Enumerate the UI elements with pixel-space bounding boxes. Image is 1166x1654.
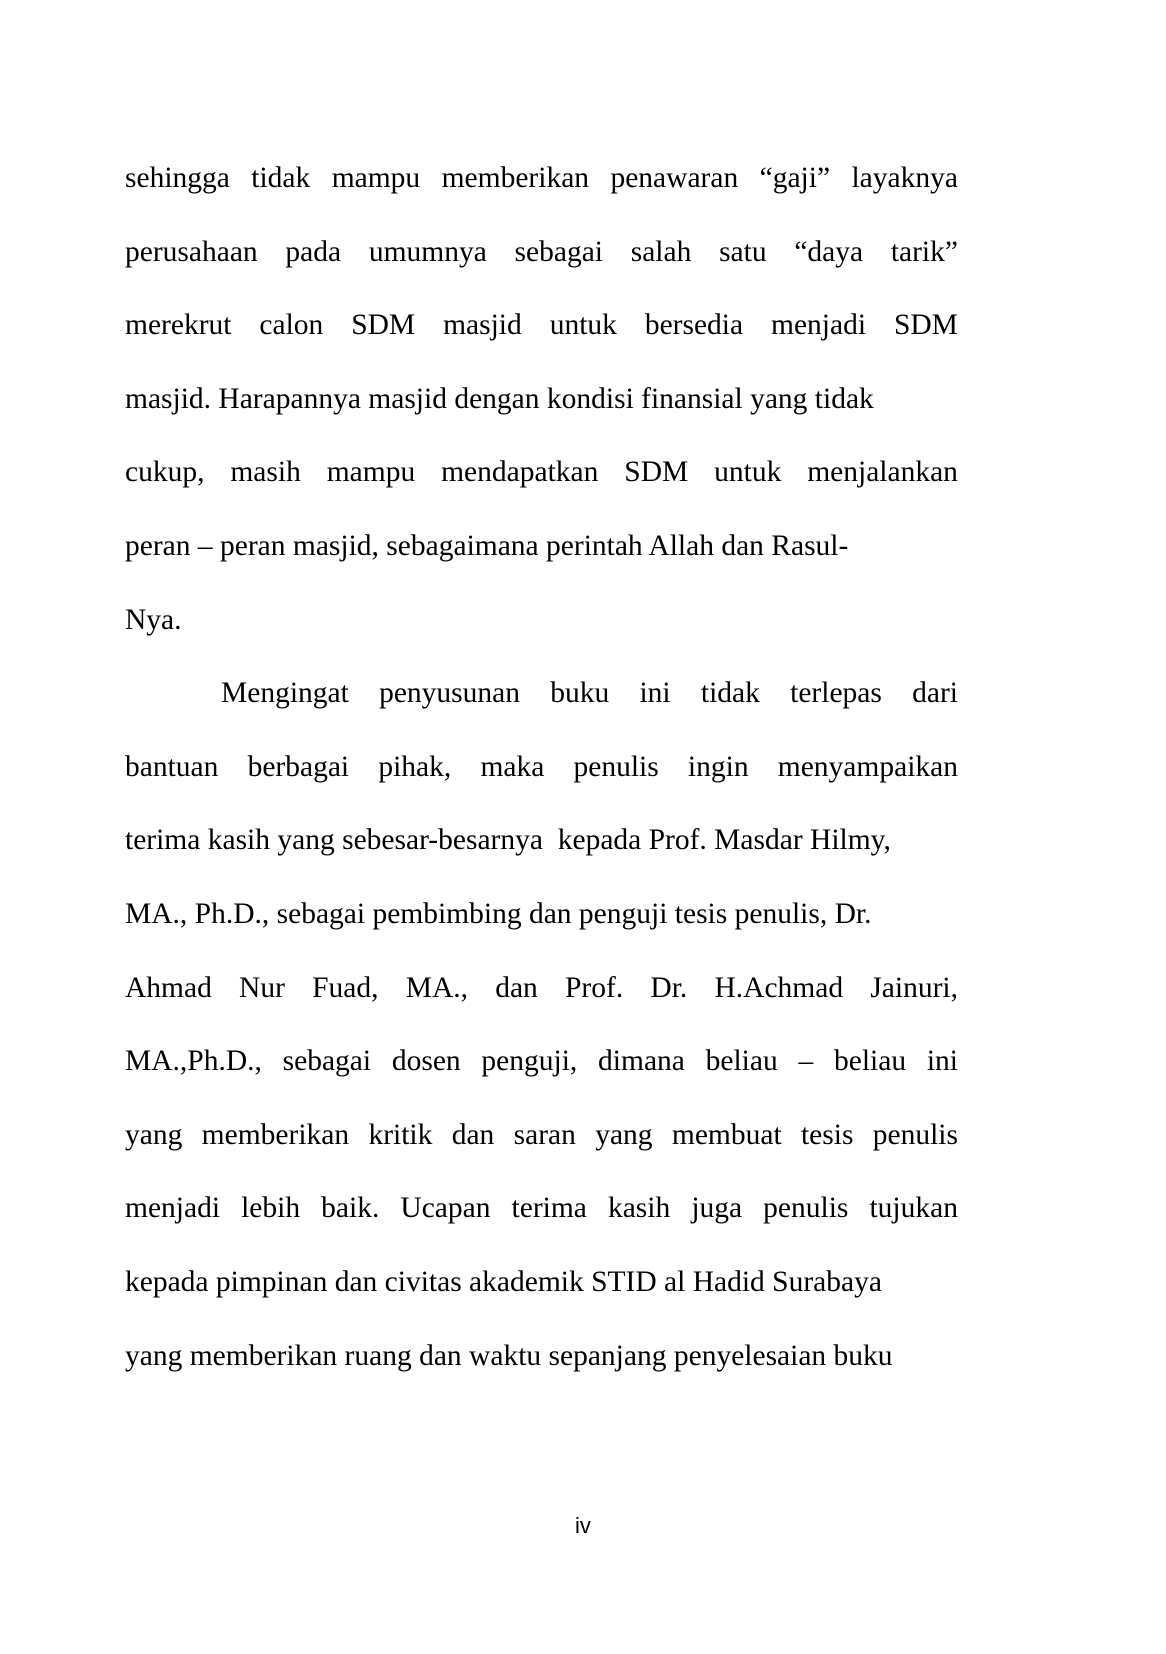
text-line: yang memberikan ruang dan waktu sepanjang penyelesaian buku <box>125 1339 893 1372</box>
text-word: mampu <box>331 162 421 194</box>
text-word: yang <box>125 1118 183 1151</box>
text-word: “gaji” <box>759 162 831 194</box>
text-word: tidak <box>251 162 311 194</box>
text-word: Fuad, <box>312 971 379 1004</box>
text-word: dimana <box>598 1045 685 1078</box>
text-word: masjid <box>443 309 522 342</box>
text-word: untuk <box>714 456 782 489</box>
text-word: tarik” <box>890 235 958 268</box>
text-word: SDM <box>351 309 416 342</box>
text-word: MA., <box>405 971 469 1004</box>
text-word: penulis <box>573 750 659 783</box>
text-word: tesis <box>800 1118 854 1151</box>
text-word: tujukan <box>869 1192 958 1225</box>
text-word: saran <box>513 1118 576 1151</box>
page-number: iv <box>575 1513 591 1538</box>
text-word: ini <box>639 677 671 710</box>
text-word: H.Achmad <box>714 971 844 1004</box>
text-word: penawaran <box>610 162 739 194</box>
text-word: menjadi <box>125 1192 221 1225</box>
text-word: mendapatkan <box>441 456 599 489</box>
text-word: pada <box>285 235 342 268</box>
text-word: salah <box>630 235 692 268</box>
text-word: dan <box>451 1118 495 1151</box>
text-word: kritik <box>368 1118 433 1151</box>
text-word: tidak <box>700 677 760 710</box>
text-word: bantuan <box>125 750 219 783</box>
text-word: penyusunan <box>379 677 520 710</box>
text-word: Mengingat <box>221 677 349 710</box>
text-word: memberikan <box>441 162 590 194</box>
text-word: mampu <box>326 456 416 489</box>
text-word: dari <box>912 677 958 710</box>
text-word: – <box>798 1045 814 1078</box>
text-word: pihak, <box>378 750 452 783</box>
text-word: dosen <box>391 1045 461 1078</box>
text-word: menyampaikan <box>777 750 958 783</box>
text-word: juga <box>691 1192 743 1225</box>
text-line <box>125 1172 958 1246</box>
text-word: untuk <box>549 309 617 342</box>
text-line: masjid. Harapannya masjid dengan kondisi finansial yang tidak <box>125 382 874 415</box>
text-word: sebagai <box>514 235 603 268</box>
text-line: peran – peran masjid, sebagaimana perintah Allah dan Rasul- <box>125 529 849 562</box>
text-line <box>125 1025 958 1099</box>
text-line <box>125 1099 958 1173</box>
text-word: penguji, <box>481 1045 578 1078</box>
text-word: beliau <box>833 1045 907 1078</box>
text-word: maka <box>480 750 545 783</box>
text-line: MA., Ph.D., sebagai pembimbing dan penguji tesis penulis, Dr. <box>125 897 872 930</box>
text-word: “daya <box>794 235 864 268</box>
text-word: menjalankan <box>807 456 958 489</box>
text-line <box>125 731 958 805</box>
text-word: MA.,Ph.D., <box>125 1045 262 1078</box>
text-word: layaknya <box>851 162 958 194</box>
text-word: Nur <box>239 971 285 1004</box>
text-word: ini <box>926 1045 958 1078</box>
text-word: yang <box>595 1118 653 1151</box>
text-word: lebih <box>241 1192 301 1225</box>
text-word: memberikan <box>201 1118 350 1151</box>
text-line <box>125 216 958 290</box>
text-word: merekrut <box>125 309 232 342</box>
text-word: sebagai <box>282 1045 372 1078</box>
text-word: berbagai <box>247 750 350 783</box>
text-line <box>125 952 958 1026</box>
text-word: Prof. <box>565 971 624 1004</box>
text-word: perusahaan <box>125 235 258 268</box>
text-word: SDM <box>624 456 689 489</box>
text-word: ingin <box>687 750 749 783</box>
text-word: terlepas <box>790 677 882 710</box>
text-line <box>125 657 958 731</box>
text-word: beliau <box>705 1045 778 1078</box>
text-word: bersedia <box>644 309 744 342</box>
text-word: Ahmad <box>125 971 212 1004</box>
text-word: buku <box>550 677 610 710</box>
text-line <box>125 436 958 510</box>
text-word: umumnya <box>368 235 487 268</box>
text-word: cukup, <box>125 456 205 489</box>
text-word: masih <box>230 456 301 489</box>
text-word: menjadi <box>771 309 867 342</box>
text-line: kepada pimpinan dan civitas akademik STID al Hadid Surabaya <box>125 1265 882 1298</box>
text-word: baik. <box>321 1192 380 1225</box>
text-word: penulis <box>763 1192 849 1225</box>
text-word: Jainuri, <box>870 971 958 1004</box>
text-word: sehingga <box>125 162 230 194</box>
text-word: Ucapan <box>400 1192 491 1225</box>
text-word: dan <box>495 971 538 1004</box>
text-line: terima kasih yang sebesar-besarnya kepada Prof. Masdar Hilmy, <box>125 824 891 857</box>
text-word: membuat <box>671 1118 782 1151</box>
text-word: calon <box>259 309 324 342</box>
text-line: Nya. <box>125 603 182 636</box>
document-body <box>125 142 958 1393</box>
text-word: terima <box>511 1192 587 1225</box>
text-word: kasih <box>607 1192 671 1225</box>
text-word: satu <box>719 235 767 268</box>
text-line <box>125 289 958 363</box>
text-word: SDM <box>893 309 958 342</box>
text-word: Dr. <box>650 971 688 1004</box>
text-line <box>125 142 958 216</box>
text-word: penulis <box>872 1118 958 1151</box>
